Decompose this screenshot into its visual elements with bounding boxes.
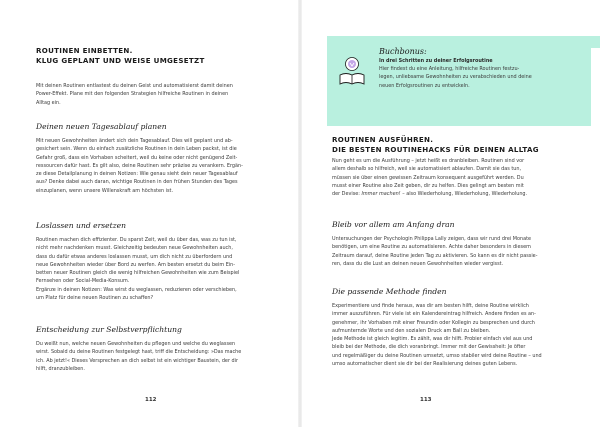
left-heading [36, 46, 268, 66]
section-loslassen [36, 221, 268, 302]
text-line: Routinen machen dich effizienter. Du sparst Zeit, weil du über das, was zu tun ist, [36, 237, 237, 243]
section-title: Die passende Methode finden [332, 287, 447, 296]
text-line: Alltag ein. [36, 99, 61, 106]
text-line [332, 190, 568, 198]
right-heading [332, 135, 568, 155]
text-line: Zeitraum darauf, deine Routine jeden Tag zu aktivieren. So kann es dir nicht passie- [332, 252, 538, 259]
section-title: Deinen neuen Tagesablauf planen [36, 122, 167, 131]
text-line: neuen Erfolgsroutinen zu entwickeln. [379, 82, 470, 89]
text-line: aus? Denke dabei auch daran, wichtige Routinen in den frühen Stunden des Tages [36, 179, 238, 186]
bonus-title: Buchbonus: [379, 47, 427, 56]
section-selbstverpflichtung [36, 325, 268, 373]
emphasis: Immer machen! [361, 191, 401, 198]
right-heading-line2: DIE BESTEN ROUTINEHACKS FÜR DEINEN ALLTAG [332, 145, 539, 154]
text-line: ze diese Detailplanung in deinen Notizen: Wie genau sieht dein neuer Tagesablauf [36, 171, 238, 178]
section-title: Bleib vor allem am Anfang dran [332, 220, 455, 229]
text-line: legen, unliebsame Gewohnheiten zu verabschieden und deine [379, 74, 532, 81]
text-line: dass du dafür etwas anderes loslassen musst, um dich nicht zu überfordern und [36, 253, 233, 260]
text-line: wirst. Sobald du deine Routinen festgelegt hast, triff die Entscheidung: »Das mache [36, 349, 242, 356]
bonus-subtitle: In drei Schritten zu deiner Erfolgsroutine [379, 58, 493, 64]
text-line: nicht mehr nachdenken musst. Gleichzeitig bedeuten neue Gewohnheiten auch, [36, 245, 233, 252]
text-line: bleib bei der Methode, die dich voranbringt. Immer mit der Gewissheit: Je öfter [332, 344, 526, 351]
text-line: ren, dass du die Lust an deinen neuen Gewohnheiten wieder vergisst. [332, 260, 504, 267]
text-line: neue Gewohnheiten wieder über Bord zu werfen. Am besten ersetzt du beim Ein- [36, 261, 236, 268]
right-heading-line1: ROUTINEN AUSFÜHREN. [332, 135, 434, 144]
text-line: müssen sie über einen gewissen Zeitraum konsequent ausgeführt werden. Du [332, 174, 524, 181]
text-line: Mit neuen Gewohnheiten ändert sich dein Tagesablauf. Dies will geplant und ab- [36, 138, 233, 144]
text-line: aufmunternde Worte und den sozialen Druck am Ball zu bleiben. [332, 327, 491, 334]
text-line: Power-Effekt. Plane mit den folgenden Strategien hilfreiche Routinen in deinen [36, 91, 229, 98]
right-intro [332, 157, 568, 198]
bonus-box-tab [591, 36, 600, 48]
section-methode [332, 287, 568, 368]
text-line: Nun geht es um die Ausführung – jetzt heißt es dranbleiben. Routinen sind vor [332, 158, 525, 164]
text-fragment: der Devise: [332, 191, 362, 198]
text-line: Untersuchungen der Psychologin Philippa Lally zeigen, dass wir rund drei Monate [332, 236, 531, 242]
left-heading-line2: KLUG GEPLANT UND WEISE UMGESETZT [36, 56, 205, 65]
section-title: Loslassen und ersetzen [36, 221, 127, 230]
bonus-text [379, 47, 579, 90]
text-line: genehmer, ihr Vorhaben mit einer Freundin oder Kollegin zu besprechen und durch [332, 319, 535, 326]
text-line: betten neuer Routinen gleich die wenig hilfreichen Gewohnheiten wie zum Beispiel [36, 270, 240, 277]
page-number: 112 [145, 397, 157, 403]
text-line: Experimentiere und finde heraus, was dir am besten hilft, deine Routine wirklich [332, 303, 529, 309]
text-line: ich. Ab jetzt!« Dieses Versprechen an dich selbst ist ein wichtiger Baustein, der dir [36, 357, 238, 364]
text-line: hilft, dranzubleiben. [36, 365, 85, 372]
text-line: Jede Methode ist gleich legitim. Es zählt, was dir hilft. Probier einfach viel aus und [332, 336, 533, 343]
text-line: umso automatischer dient sie dir bei der Realisierung deines guten Lebens. [332, 361, 518, 368]
right-page [300, 0, 600, 427]
page-number: 113 [420, 397, 432, 403]
text-line: Du weißt nun, welche neuen Gewohnheiten du pflegen und welche du weglassen [36, 341, 236, 347]
text-line: Mit deinen Routinen entlastest du deinen Geist und automatisierst damit deinen [36, 83, 233, 89]
text-line: benötigen, um eine Routine zu automatisieren. Achte daher besonders in diesem [332, 244, 531, 251]
text-line: Ergänze in deinen Notizen: Was wirst du weglassen, reduzieren oder verschieben, [36, 286, 237, 293]
text-line: Gefahr groß, dass ein Vorhaben scheitert, weil du keine oder nicht genügend Zeit- [36, 154, 238, 161]
section-am-anfang [332, 220, 568, 268]
section-title: Entscheidung zur Selbstverpflichtung [36, 325, 182, 334]
text-line: Hier findest du eine Anleitung, hilfreiche Routinen festzu- [379, 66, 520, 72]
left-heading-line1: ROUTINEN EINBETTEN. [36, 46, 133, 55]
text-line: allem deshalb so hilfreich, weil sie automatisiert ablaufen. Damit sie das tun, [332, 166, 522, 173]
text-line: einzuplanen, wenn unsere Willenskraft am höchsten ist. [36, 187, 174, 194]
left-intro [36, 82, 268, 107]
text-line: musst einer Routine also Zeit geben, dir zu helfen. Dies gelingt am besten mit [332, 182, 524, 189]
text-line: gesichert sein. Wenn du einfach zusätzliche Routinen in dein Leben packst, ist die [36, 146, 237, 153]
text-line: Fernsehen oder Social-Media-Konsum. [36, 278, 130, 285]
text-line: um Platz für deine neuen Routinen zu schaffen? [36, 295, 154, 302]
section-tagesablauf [36, 122, 268, 195]
book-download-icon [336, 55, 368, 87]
text-line: immer auszuführen. Für viele ist ein Kalendereintrag hilfreich. Andere finden es an- [332, 311, 536, 318]
text-fragment: – also Wiederholung, Wiederholung, Wiederholung. [400, 191, 528, 198]
text-line: und regelmäßiger du deine Routinen umsetzt, umso stabiler wird deine Routine – und [332, 352, 542, 359]
bonus-box [327, 36, 591, 126]
text-line: ressourcen dafür hast. Es gilt also, deine Routinen sehr präzise zu verankern. Ergän- [36, 162, 243, 169]
